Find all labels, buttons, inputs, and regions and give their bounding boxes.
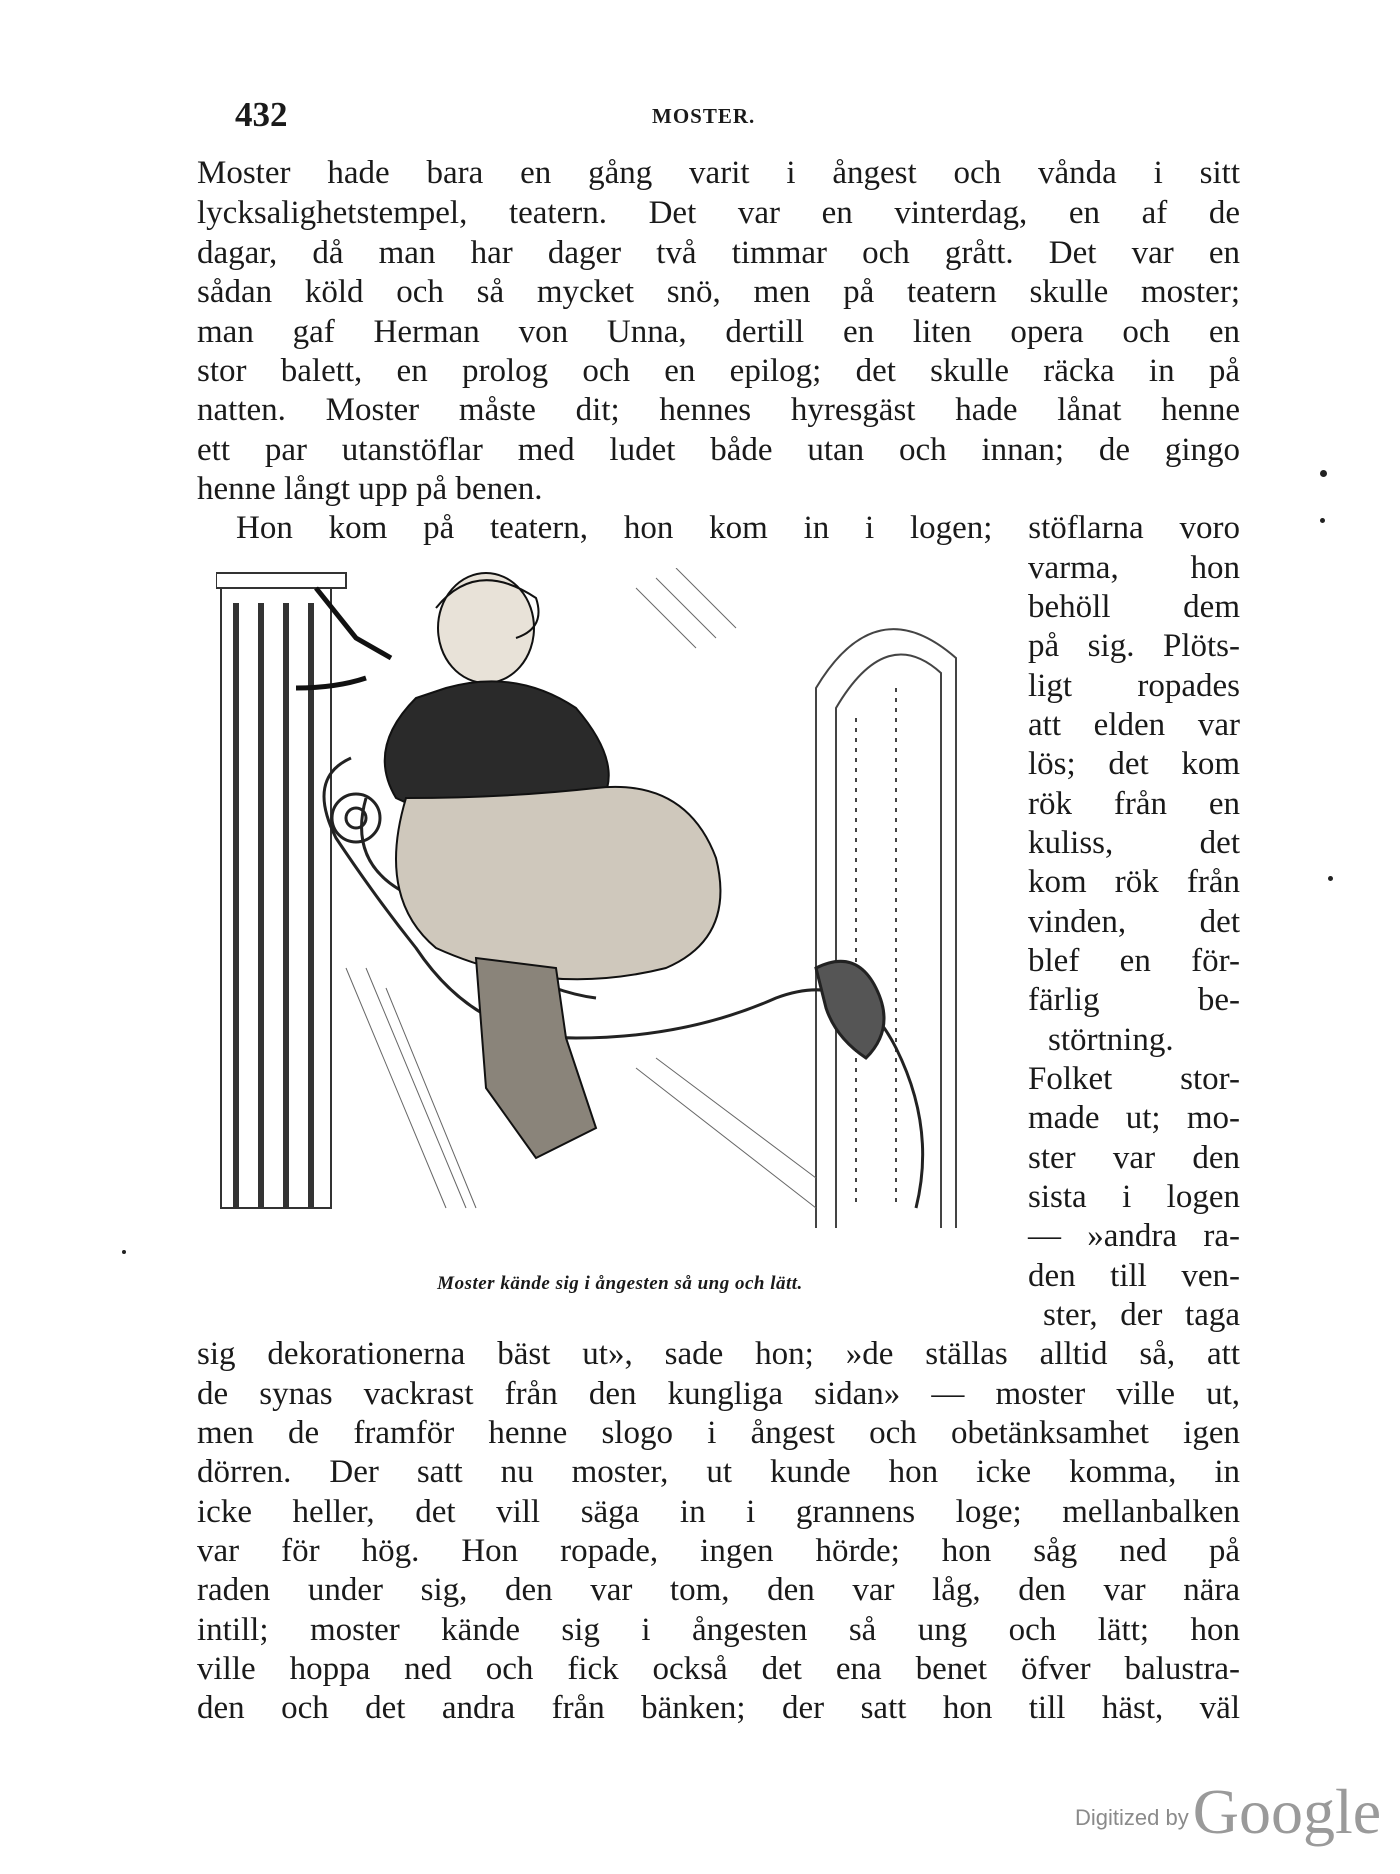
side-text-line: kom rök från <box>1028 864 1240 900</box>
illustration-caption: Moster kände sig i ångesten så ung och lätt. <box>437 1273 803 1294</box>
side-text-line: sista i logen <box>1028 1179 1240 1215</box>
arch-drawing <box>816 629 956 1228</box>
side-text-line: störtning. <box>1048 1022 1174 1058</box>
page-number: 432 <box>235 95 288 134</box>
text-line: men de framför henne slogo i ångest och obetänksamhet igen <box>197 1415 1240 1451</box>
side-text-line: behöll dem <box>1028 589 1240 625</box>
text-line: sådan köld och så mycket snö, men på teatern skulle moster; <box>197 274 1240 310</box>
scan-speck <box>1320 518 1325 523</box>
text-line: stor balett, en prolog och en epilog; det skulle räcka in på <box>197 353 1240 389</box>
text-line: man gaf Herman von Unna, dertill en liten opera och en <box>197 314 1240 350</box>
watermark-prefix: Digitized by <box>1075 1805 1189 1830</box>
side-text-line: made ut; mo- <box>1028 1100 1240 1136</box>
scan-speck <box>1328 876 1333 881</box>
text-line: de synas vackrast från den kungliga sidan» — moster ville ut, <box>197 1376 1240 1412</box>
text-line: raden under sig, den var tom, den var låg, den var nära <box>197 1572 1240 1608</box>
text-line: var för hög. Hon ropade, ingen hörde; hon såg ned på <box>197 1533 1240 1569</box>
woman-figure <box>296 573 720 1158</box>
running-title: MOSTER. <box>652 104 756 128</box>
text-line: henne långt upp på benen. <box>197 471 543 507</box>
side-text-line: att elden var <box>1028 707 1240 743</box>
side-text-line: ster, der taga <box>1043 1297 1240 1333</box>
text-line: icke heller, det vill säga in i grannens loge; mellanbalken <box>197 1494 1240 1530</box>
text-line: intill; moster kände sig i ångesten så ung och lätt; hon <box>197 1612 1240 1648</box>
text-line: ett par utanstöflar med ludet både utan och innan; de gingo <box>197 432 1240 468</box>
watermark-logo: Google <box>1192 1776 1382 1847</box>
side-text-line: vinden, det <box>1028 904 1240 940</box>
side-text-line: ster var den <box>1028 1140 1240 1176</box>
side-text-line: ligt ropades <box>1028 668 1240 704</box>
side-text-line: — »andra ra- <box>1028 1218 1240 1254</box>
side-text-line: kuliss, det <box>1028 825 1240 861</box>
side-text-line: varma, hon <box>1028 550 1240 586</box>
text-line: lycksalighetstempel, teatern. Det var en vinterdag, en af de <box>197 195 1240 231</box>
text-line: den och det andra från bänken; der satt hon till häst, väl <box>197 1690 1240 1726</box>
text-line: ville hoppa ned och fick också det ena benet öfver balustra- <box>197 1651 1240 1687</box>
column-drawing <box>216 573 346 1208</box>
digitized-by-watermark <box>1075 1775 1381 1849</box>
text-line: Hon kom på teatern, hon kom in i logen; stöflarna voro <box>236 510 1240 546</box>
text-line: Moster hade bara en gång varit i ångest och vånda i sitt <box>197 155 1240 191</box>
side-text-line: Folket stor- <box>1028 1061 1240 1097</box>
side-text-line: blef en för- <box>1028 943 1240 979</box>
text-line: sig dekorationerna bäst ut», sade hon; »de ställas alltid så, att <box>197 1336 1240 1372</box>
side-text-line: på sig. Plöts- <box>1028 628 1240 664</box>
side-text-line: rök från en <box>1028 786 1240 822</box>
scan-speck <box>122 1250 126 1254</box>
side-text-line: den till ven- <box>1028 1258 1240 1294</box>
engraving-illustration <box>216 568 996 1236</box>
scan-speck <box>1320 470 1327 477</box>
text-line: natten. Moster måste dit; hennes hyresgäst hade lånat henne <box>197 392 1240 428</box>
text-line: dörren. Der satt nu moster, ut kunde hon icke komma, in <box>197 1454 1240 1490</box>
side-text-line: lös; det kom <box>1028 746 1240 782</box>
side-text-line: färlig be- <box>1028 982 1240 1018</box>
text-line: dagar, då man har dager två timmar och grått. Det var en <box>197 235 1240 271</box>
